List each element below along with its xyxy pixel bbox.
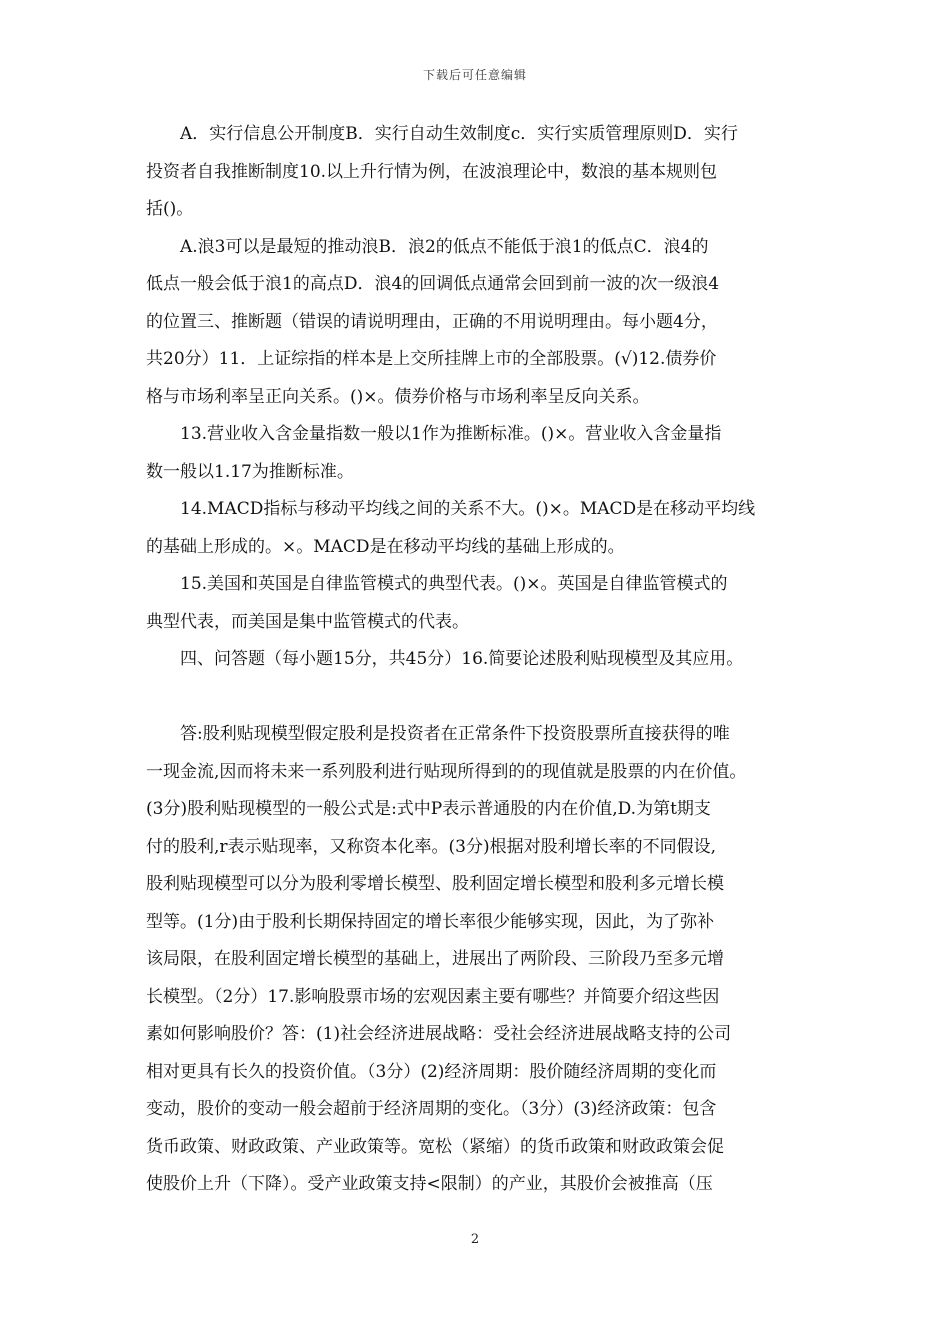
text-line [146, 679, 818, 717]
text-line: 答:股利贴现模型假定股利是投资者在正常条件下投资股票所直接获得的唯 [180, 724, 730, 744]
text-line: 13.营业收入含金量指数一般以1作为推断标准。()×。营业收入含金量指 [180, 424, 722, 444]
text-line: 一现金流,因而将未来一系列股利进行贴现所得到的的现值就是股票的内在价值。 [146, 761, 747, 782]
text-line: 付的股利,r表示贴现率，又称资本化率。(3分)根据对股利增长率的不同假设, [146, 836, 717, 857]
text-line: 货币政策、财政政策、产业政策等。宽松（紧缩）的货币政策和财政政策会促 [146, 1136, 724, 1157]
text-line: 型等。(1分)由于股利长期保持固定的增长率很少能够实现，因此，为了弥补 [146, 911, 715, 932]
text-line: 投资者自我推断制度10.以上升行情为例，在波浪理论中，数浪的基本规则包 [146, 161, 718, 182]
text-line: 低点一般会低于浪1的高点D．浪4的回调低点通常会回到前一波的次一级浪4 [146, 274, 720, 294]
text-line: A.浪3可以是最短的推动浪B．浪2的低点不能低于浪1的低点C．浪4的 [180, 236, 709, 257]
text-line: 素如何影响股价？答：(1)社会经济进展战略：受社会经济进展战略支持的公司 [146, 1024, 732, 1044]
text-line: (3分)股利贴现模型的一般公式是:式中P表示普通股的内在价值,D.为第t期支 [146, 799, 711, 819]
text-line: 的位置三、推断题（错误的请说明理由，正确的不用说明理由。每小题4分， [146, 311, 718, 332]
text-line: 变动，股价的变动一般会超前于经济周期的变化。（3分）(3)经济政策：包含 [146, 1099, 717, 1119]
text-line: 14.MACD指标与移动平均线之间的关系不大。()×。MACD是在移动平均线 [180, 499, 756, 519]
text-line: 该局限，在股利固定增长模型的基础上，进展出了两阶段、三阶段乃至多元增 [146, 949, 724, 969]
text-line: 典型代表，而美国是集中监管模式的代表。 [146, 611, 469, 632]
text-line: 共20分）11．上证综指的样本是上交所挂牌上市的全部股票。(√)12.债券价 [146, 349, 717, 369]
text-line: 的基础上形成的。×。MACD是在移动平均线的基础上形成的。 [146, 536, 625, 557]
text-line: A．实行信息公开制度B．实行自动生效制度c．实行实质管理原则D．实行 [180, 124, 738, 144]
text-line: 使股价上升（下降）。受产业政策支持<限制）的产业，其股价会被推高（压 [146, 1174, 713, 1194]
text-line: 长模型。（2分）17.影响股票市场的宏观因素主要有哪些？并简要介绍这些因 [146, 986, 720, 1007]
page-header: 下载后可任意编辑 [422, 68, 527, 82]
text-line: 格与市场利率呈正向关系。()×。债券价格与市场利率呈反向关系。 [146, 386, 650, 407]
document-body [146, 116, 818, 1204]
text-line: 15.美国和英国是自律监管模式的典型代表。()×。英国是自律监管模式的 [180, 574, 728, 594]
text-line: 括()。 [146, 199, 194, 219]
text-line: 数一般以1.17为推断标准。 [146, 461, 354, 482]
text-line: 股利贴现模型可以分为股利零增长模型、股利固定增长模型和股利多元增长模 [146, 874, 724, 894]
text-line: 相对更具有长久的投资价值。（3分）(2)经济周期：股价随经济周期的变化而 [146, 1061, 717, 1082]
page-number: 2 [470, 1232, 480, 1247]
text-line: 四、问答题（每小题15分，共45分）16.简要论述股利贴现模型及其应用。 [180, 649, 744, 669]
